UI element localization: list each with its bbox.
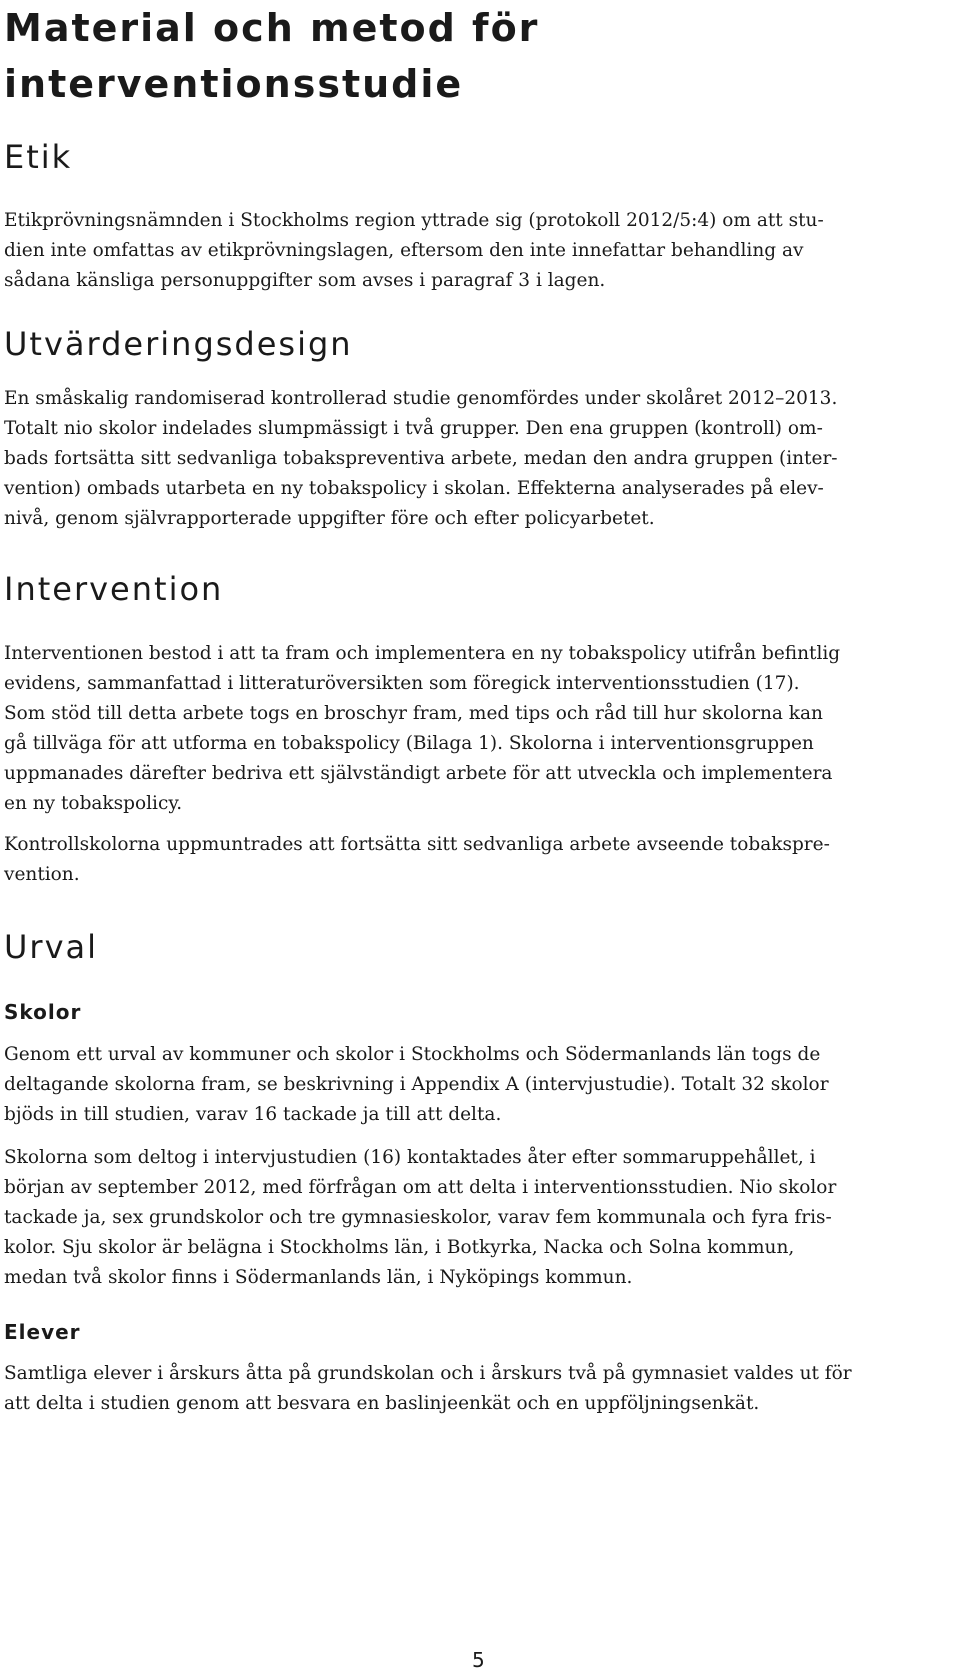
text-line: början av september 2012, med förfrågan om att delta i interventionsstudien. Nio skolor — [4, 1177, 837, 1198]
text-line: tackade ja, sex grundskolor och tre gymnasieskolor, varav fem kommunala och fyra fris- — [4, 1207, 832, 1228]
text-line: en ny tobakspolicy. — [4, 793, 183, 814]
title-line: interventionsstudie — [4, 62, 464, 106]
heading-urval: Urval — [4, 928, 99, 966]
subheading-elever: Elever — [4, 1320, 81, 1344]
text-line: Etikprövningsnämnden i Stockholms region yttrade sig (protokoll 2012/5:4) om att stu- — [4, 210, 824, 231]
text-line: kolor. Sju skolor är belägna i Stockholms län, i Botkyrka, Nacka och Solna kommun, — [4, 1237, 795, 1258]
paragraph-design — [4, 384, 944, 534]
paragraph-skolor-2 — [4, 1143, 944, 1293]
text-line: Totalt nio skolor indelades slumpmässigt i två grupper. Den ena gruppen (kontroll) om- — [4, 418, 823, 439]
paragraph-elever — [4, 1359, 944, 1419]
text-line: dien inte omfattas av etikprövningslagen, eftersom den inte innefattar behandling av — [4, 240, 804, 261]
text-line: uppmanades därefter bedriva ett självständigt arbete för att utveckla och implementera — [4, 763, 833, 784]
text-line: att delta i studien genom att besvara en baslinjeenkät och en uppföljningsenkät. — [4, 1393, 760, 1414]
text-line: sådana känsliga personuppgifter som avses i paragraf 3 i lagen. — [4, 270, 606, 291]
heading-utvarderingsdesign: Utvärderingsdesign — [4, 325, 353, 363]
text-line: Interventionen bestod i att ta fram och implementera en ny tobakspolicy utifrån befintlig — [4, 643, 841, 664]
text-line: vention. — [4, 864, 80, 885]
heading-intervention: Intervention — [4, 570, 224, 608]
title-line: Material och metod för — [4, 6, 540, 50]
text-line: En småskalig randomiserad kontrollerad studie genomfördes under skolåret 2012–2013. — [4, 388, 838, 409]
page-title — [4, 0, 944, 112]
paragraph-intervention-1 — [4, 639, 944, 819]
paragraph-intervention-2 — [4, 830, 944, 890]
text-line: bads fortsätta sitt sedvanliga tobakspreventiva arbete, medan den andra gruppen (inter- — [4, 448, 838, 469]
text-line: medan två skolor finns i Södermanlands län, i Nyköpings kommun. — [4, 1267, 633, 1288]
text-line: vention) ombads utarbeta en ny tobakspolicy i skolan. Effekterna analyserades på elev- — [4, 478, 824, 499]
text-line: deltagande skolorna fram, se beskrivning i Appendix A (intervjustudie). Totalt 32 skolor — [4, 1074, 829, 1095]
page-number: 5 — [472, 1648, 485, 1672]
text-line: gå tillväga för att utforma en tobakspolicy (Bilaga 1). Skolorna i interventionsgruppen — [4, 733, 814, 754]
text-line: Samtliga elever i årskurs åtta på grundskolan och i årskurs två på gymnasiet valdes ut för — [4, 1363, 852, 1384]
paragraph-etik — [4, 206, 944, 296]
text-line: evidens, sammanfattad i litteraturöversikten som föregick interventionsstudien (17). — [4, 673, 800, 694]
paragraph-skolor-1 — [4, 1040, 944, 1130]
heading-etik: Etik — [4, 138, 73, 176]
text-line: Skolorna som deltog i intervjustudien (16) kontaktades åter efter sommaruppehållet, i — [4, 1147, 816, 1168]
subheading-skolor: Skolor — [4, 1000, 82, 1024]
text-line: Kontrollskolorna uppmuntrades att fortsätta sitt sedvanliga arbete avseende tobakspre- — [4, 834, 830, 855]
text-line: bjöds in till studien, varav 16 tackade ja till att delta. — [4, 1104, 502, 1125]
text-line: nivå, genom självrapporterade uppgifter före och efter policyarbetet. — [4, 508, 655, 529]
text-line: Som stöd till detta arbete togs en broschyr fram, med tips och råd till hur skolorna kan — [4, 703, 823, 724]
text-line: Genom ett urval av kommuner och skolor i Stockholms och Södermanlands län togs de — [4, 1044, 821, 1065]
